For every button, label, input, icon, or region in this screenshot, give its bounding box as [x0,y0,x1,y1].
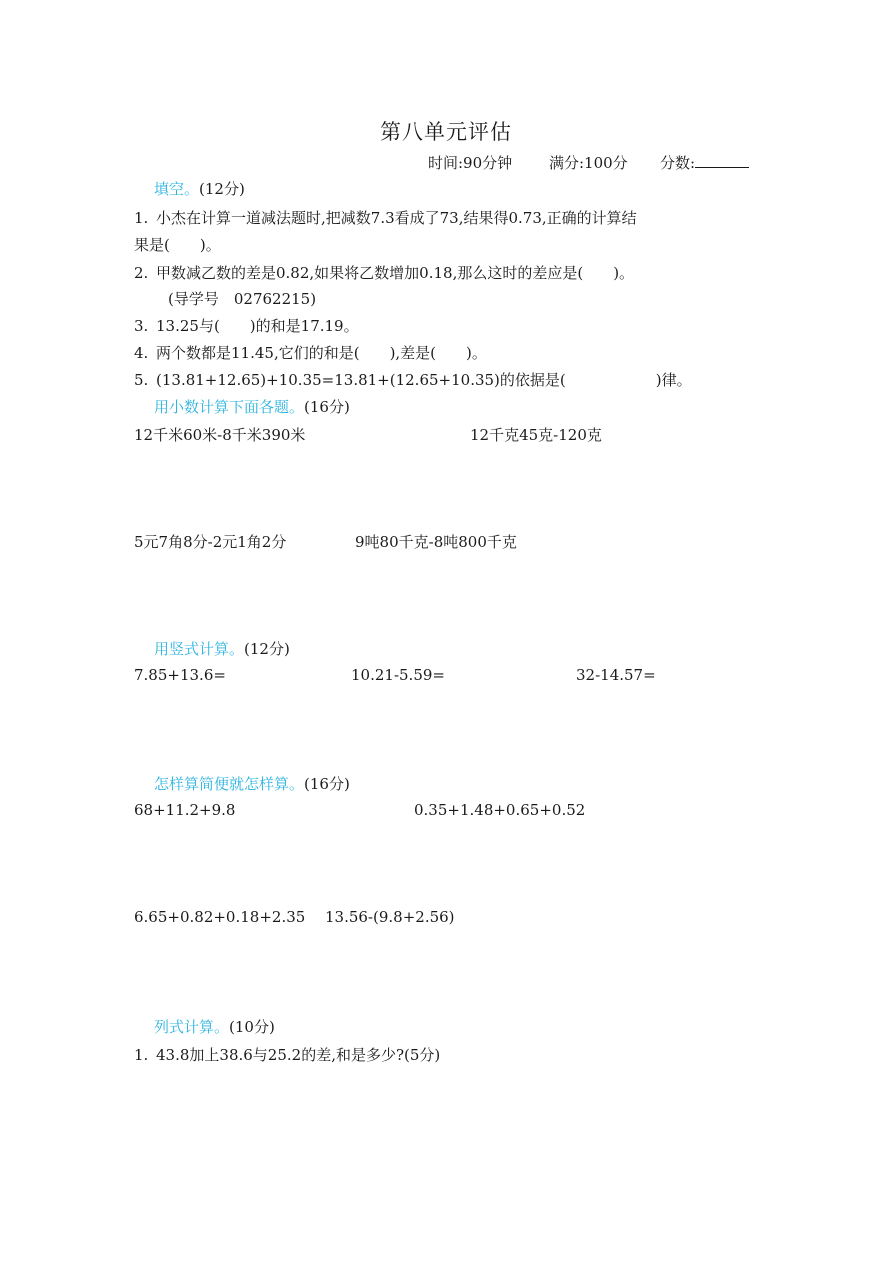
section-title: 用小数计算下面各题。 [154,398,305,416]
question-text: 43.8加上38.6与25.2的差,和是多少?(5分) [156,1046,441,1064]
page-title: 第八单元评估 [380,120,512,144]
question-text: 13.25与( )的和是17.19。 [156,317,359,335]
section-expression-heading [154,1016,275,1037]
question-5 [134,369,692,390]
problem: 13.56-(9.8+2.56) [325,908,455,926]
problem: 12千米60米-8千米390米 [134,426,306,444]
section-points: (10分) [229,1018,275,1036]
section-points: (12分) [244,640,290,658]
problem: 12千克45克-120克 [470,426,602,444]
question-3 [134,315,359,336]
problem: 68+11.2+9.8 [134,801,236,819]
question-1-continued: 果是( )。 [134,236,221,254]
question-number: 1. [134,209,149,227]
section-points: (16分) [304,398,350,416]
question-4 [134,342,487,363]
section-points: (16分) [304,775,350,793]
question-text: (13.81+12.65)+10.35=13.81+(12.65+10.35)的依据是( )律。 [156,371,692,389]
exam-time: 时间:90分钟 [428,154,513,172]
section-fill-in-heading [154,178,245,199]
question-text: 小杰在计算一道减法题时,把减数7.3看成了73,结果得0.73,正确的计算结 [156,209,637,227]
problem: 6.65+0.82+0.18+2.35 [134,908,306,926]
problem: 5元7角8分-2元1角2分 [134,533,287,551]
question-2 [134,262,634,283]
section-title: 怎样算简便就怎样算。 [154,775,305,793]
section-points: (12分) [199,180,245,198]
section-simplify-heading [154,773,350,794]
question-number: 1. [134,1046,149,1064]
section-decimal-calc-heading [154,396,350,417]
question-text: 甲数减乙数的差是0.82,如果将乙数增加0.18,那么这时的差应是( )。 [156,264,635,282]
question-number: 5. [134,371,149,389]
problem: 7.85+13.6= [134,666,226,684]
score-field[interactable] [660,152,749,173]
section-title: 用竖式计算。 [154,640,245,658]
problem: 9吨80千克-8吨800千克 [355,533,517,551]
problem: 0.35+1.48+0.65+0.52 [414,801,586,819]
question-text: 两个数都是11.45,它们的和是( ),差是( )。 [156,344,487,362]
problem: 10.21-5.59= [351,666,445,684]
section-title: 列式计算。 [154,1018,230,1036]
score-label: 分数: [660,154,696,172]
section-vertical-calc-heading [154,638,290,659]
question-number: 2. [134,264,149,282]
question-number: 4. [134,344,149,362]
question-1 [134,207,637,228]
problem: 32-14.57= [576,666,656,684]
section-title: 填空。 [154,180,200,198]
score-blank[interactable] [695,152,749,168]
exam-full-score: 满分:100分 [549,154,628,172]
question-number: 3. [134,317,149,335]
question-expression-1 [134,1044,440,1065]
question-2-ref: (导学号 02762215) [168,290,317,308]
